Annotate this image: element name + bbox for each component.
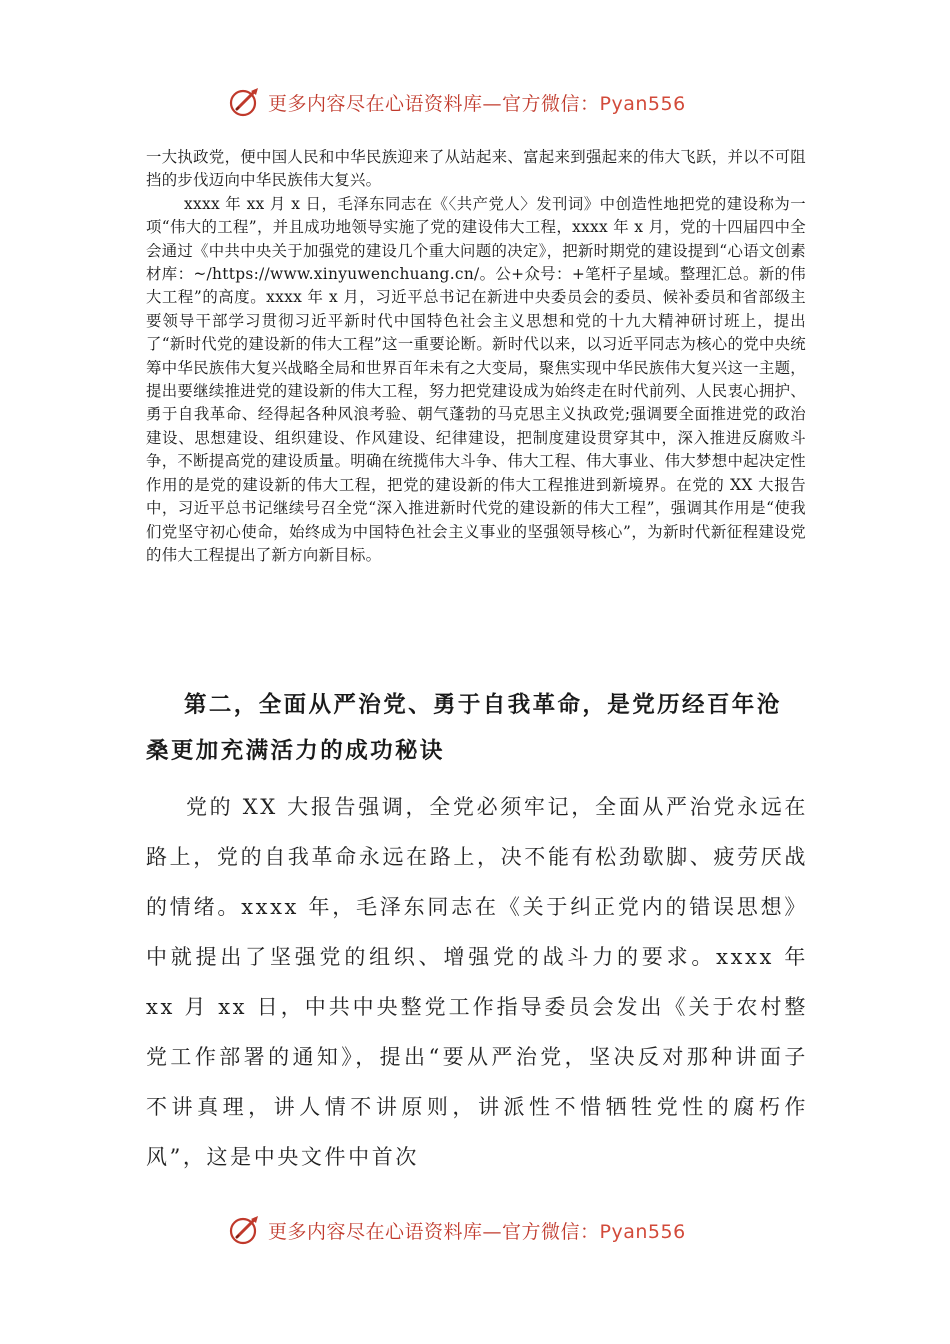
paragraph-continuation: 一大执政党，便中国人民和中华民族迎来了从站起来、富起来到强起来的伟大飞跃，并以不可阻挡的步伐迈向中华民族伟大复兴。: [146, 148, 806, 190]
banner-wechat-id: Pyan556: [599, 1220, 686, 1243]
section-heading: 第二，全面从严治党、勇于自我革命，是党历经百年沧桑更加充满活力的成功秘诀: [146, 692, 782, 764]
footer-banner: [228, 1210, 748, 1250]
paragraph-great-project: xxxx 年 xx 月 x 日，毛泽东同志在《〈共产党人〉发刊词》中创造性地把党的建设称为一项“伟大的工程”，并且成功地领导实施了党的建设伟大工程，xxxx 年 x 月，党的十四届四中全会通过《中共中央关于加强党的建设几个重大问题的决定》，把新时期党的建设提到“心语文创素材库：~/https://www.xinyuwenchuang.cn/。公+众号：+笔杆子星域。整理汇总。新的伟大工程”的高度。xxxx 年 x 月，习近平总书记在新进中央委员会的委员、候补委员和省部级主要领导干部学习贯彻习近平新时代中国特色社会主义思想和党的十九大精神研讨班上，提出了“新时代党的建设新的伟大工程”这一重要论断。新时代以来，以习近平同志为核心的党中央统筹中华民族伟大复兴战略全局和世界百年未有之大变局，聚焦实现中华民族伟大复兴这一主题，提出要继续推进党的建设新的伟大工程，努力把党建设成为始终走在时代前列、人民衷心拥护、勇于自我革命、经得起各种风浪考验、朝气蓬勃的马克思主义执政党;强调要全面推进党的政治建设、思想建设、组织建设、作风建设、纪律建设，把制度建设贯穿其中，深入推进反腐败斗争，不断提高党的建设质量。明确在统揽伟大斗争、伟大工程、伟大事业、伟大梦想中起决定性作用的是党的建设新的伟大工程，把党的建设新的伟大工程推进到新境界。在党的 XX 大报告中，习近平总书记继续号召全党“深入推进新时代党的建设新的伟大工程”，强调其作用是“使我们党坚守初心使命，始终成为中国特色社会主义事业的坚强领导核心”，为新时代新征程建设党的伟大工程提出了新方向新目标。: [146, 194, 806, 564]
pen-logo-icon: [228, 1213, 262, 1247]
banner-text: 更多内容尽在心语资料库—官方微信：Pyan556: [268, 1220, 686, 1243]
banner-wechat-id: Pyan556: [599, 92, 686, 115]
header-banner: [228, 82, 748, 122]
pen-logo-icon: [228, 85, 262, 119]
paragraph-self-revolution: 党的 XX 大报告强调，全党必须牢记，全面从严治党永远在路上，党的自我革命永远在路上，决不能有松劲歇脚、疲劳厌战的情绪。xxxx 年，毛泽东同志在《关于纠正党内的错误思想》中就提出了坚强党的组织、增强党的战斗力的要求。xxxx 年 xx 月 xx 日，中共中央整党工作指导委员会发出《关于农村整党工作部署的通知》，提出“要从严治党，坚决反对那种讲面子不讲真理，讲人情不讲原则，讲派性不惜牺牲党性的腐朽作风”，这是中央文件中首次: [146, 795, 808, 1169]
document-section-small: [146, 146, 806, 567]
banner-text: 更多内容尽在心语资料库—官方微信：Pyan556: [268, 92, 686, 115]
